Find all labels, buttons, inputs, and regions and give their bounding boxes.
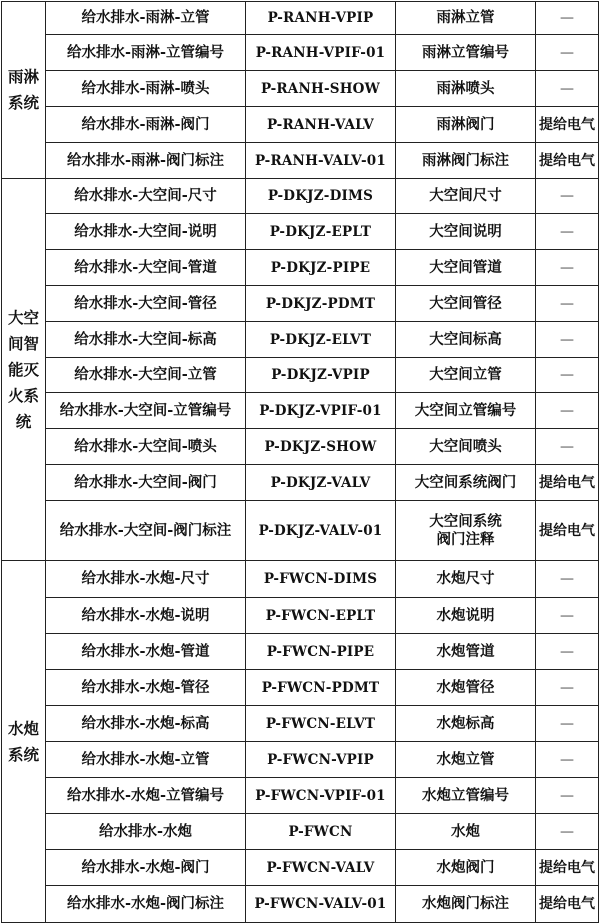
layer-note-cell: [536, 742, 599, 778]
layer-note-text: 提给电气: [539, 859, 595, 876]
layer-name-text: 水炮: [451, 822, 480, 840]
layer-table: [1, 1, 599, 923]
table-row: [2, 634, 599, 670]
layer-code-text: P-DKJZ-VPIP: [271, 367, 370, 383]
layer-code-cell: [246, 250, 396, 286]
layer-code-cell: [246, 35, 396, 71]
layer-name-cell: [396, 214, 536, 250]
layer-code-cell: [246, 670, 396, 706]
layer-name-text: 水炮立管编号: [422, 786, 509, 804]
layer-name-text: 水炮标高: [436, 714, 495, 732]
layer-code-cell: [246, 107, 396, 143]
layer-description-cell: [46, 107, 246, 143]
table-row: [2, 71, 599, 107]
table-row: [2, 429, 599, 465]
layer-code-text: P-FWCN: [288, 823, 353, 840]
layer-note-text: —: [560, 331, 574, 348]
layer-name-cell: [396, 742, 536, 778]
layer-code-cell: [246, 214, 396, 250]
table-row: [2, 501, 599, 561]
layer-description-text: 给水排水-水炮-标高: [81, 714, 210, 732]
layer-name-cell: [396, 2, 536, 35]
layer-name-cell: [396, 429, 536, 465]
table-row: [2, 465, 599, 501]
layer-description-cell: [46, 561, 246, 598]
layer-name-cell: [396, 778, 536, 814]
layer-code-text: P-DKJZ-VALV-01: [258, 522, 383, 539]
layer-code-text: P-FWCN-DIMS: [263, 571, 378, 587]
layer-note-text: —: [560, 188, 574, 204]
layer-code-text: P-RANH-VALV-01: [255, 152, 386, 169]
layer-note-text: —: [560, 607, 574, 624]
layer-name-cell: [396, 179, 536, 214]
layer-name-cell: [396, 107, 536, 143]
layer-name-cell: [396, 501, 536, 561]
layer-note-cell: [536, 71, 599, 107]
layer-note-text: —: [560, 751, 574, 768]
layer-note-text: —: [560, 438, 574, 455]
layer-description-text: 给水排水-水炮-尺寸: [81, 570, 210, 587]
layer-name-cell: [396, 393, 536, 429]
layer-description-cell: [46, 465, 246, 501]
layer-name-text: 大空间立管: [429, 366, 502, 383]
layer-name-text: 大空间系统 阀门注释: [429, 512, 502, 548]
table-row: [2, 393, 599, 429]
layer-note-text: 提给电气: [539, 152, 595, 169]
layer-note-text: 提给电气: [539, 896, 595, 912]
layer-description-cell: [46, 634, 246, 670]
layer-name-text: 水炮管道: [436, 642, 495, 660]
layer-description-text: 给水排水-水炮: [98, 822, 193, 840]
layer-name-text: 水炮管径: [436, 678, 495, 696]
layer-note-cell: [536, 322, 599, 358]
layer-code-cell: [246, 706, 396, 742]
table-row: [2, 850, 599, 886]
layer-note-cell: [536, 107, 599, 143]
layer-description-cell: [46, 2, 246, 35]
layer-note-text: 提给电气: [539, 116, 595, 133]
layer-name-text: 大空间系统阀门: [414, 473, 517, 491]
layer-description-text: 给水排水-水炮-立管编号: [66, 786, 225, 804]
layer-code-text: P-DKJZ-PDMT: [265, 295, 376, 312]
layer-name-text: 大空间喷头: [429, 437, 502, 455]
layer-code-text: P-DKJZ-SHOW: [264, 438, 377, 455]
table-row: [2, 214, 599, 250]
layer-code-text: P-DKJZ-PIPE: [270, 259, 371, 276]
layer-description-cell: [46, 742, 246, 778]
layer-note-text: —: [560, 402, 574, 419]
layer-code-cell: [246, 850, 396, 886]
layer-note-cell: [536, 670, 599, 706]
layer-description-text: 给水排水-雨淋-立管: [81, 9, 210, 26]
layer-description-cell: [46, 35, 246, 71]
layer-name-cell: [396, 634, 536, 670]
table-row: [2, 358, 599, 393]
layer-description-text: 给水排水-大空间-尺寸: [74, 187, 217, 204]
layer-name-cell: [396, 358, 536, 393]
table-row: [2, 2, 599, 35]
layer-description-cell: [46, 286, 246, 322]
table-row: [2, 706, 599, 742]
layer-description-text: 给水排水-雨淋-阀门标注: [66, 151, 225, 169]
layer-description-cell: [46, 250, 246, 286]
layer-code-cell: [246, 778, 396, 814]
layer-note-cell: [536, 429, 599, 465]
table-row: [2, 35, 599, 71]
layer-name-text: 雨淋立管编号: [422, 43, 509, 61]
layer-name-cell: [396, 143, 536, 179]
layer-code-cell: [246, 501, 396, 561]
layer-description-text: 给水排水-水炮-管径: [81, 678, 210, 696]
layer-description-text: 给水排水-大空间-说明: [74, 222, 217, 240]
layer-code-cell: [246, 322, 396, 358]
layer-description-cell: [46, 501, 246, 561]
table-row: [2, 143, 599, 179]
system-group-label: 水炮 系统: [7, 718, 39, 764]
layer-note-text: —: [560, 787, 574, 804]
layer-description-text: 给水排水-水炮-阀门: [81, 858, 210, 876]
table-row: [2, 742, 599, 778]
layer-code-cell: [246, 71, 396, 107]
layer-note-cell: [536, 143, 599, 179]
layer-code-text: P-DKJZ-ELVT: [269, 331, 372, 348]
layer-description-cell: [46, 886, 246, 923]
layer-name-text: 水炮阀门: [436, 858, 495, 876]
layer-name-cell: [396, 322, 536, 358]
layer-description-text: 给水排水-雨淋-立管编号: [66, 43, 225, 61]
layer-description-text: 给水排水-水炮-阀门标注: [66, 895, 225, 912]
layer-code-text: P-RANH-SHOW: [260, 80, 381, 97]
layer-note-cell: [536, 778, 599, 814]
layer-description-cell: [46, 179, 246, 214]
layer-description-text: 给水排水-大空间-管径: [74, 294, 217, 312]
layer-description-text: 给水排水-大空间-立管: [74, 366, 217, 383]
layer-note-text: —: [560, 367, 574, 383]
layer-description-cell: [46, 358, 246, 393]
system-group-label: 大空 间智 能灭 火系 统: [7, 307, 39, 431]
table-row: [2, 561, 599, 598]
layer-description-cell: [46, 778, 246, 814]
layer-code-cell: [246, 143, 396, 179]
table-row: [2, 670, 599, 706]
layer-note-cell: [536, 561, 599, 598]
layer-code-text: P-DKJZ-DIMS: [267, 188, 374, 204]
layer-name-cell: [396, 814, 536, 850]
layer-name-text: 大空间说明: [429, 222, 502, 240]
layer-note-text: 提给电气: [539, 522, 595, 539]
layer-note-cell: [536, 358, 599, 393]
layer-note-cell: [536, 393, 599, 429]
table-row: [2, 179, 599, 214]
layer-note-cell: [536, 501, 599, 561]
layer-name-text: 雨淋阀门: [436, 115, 495, 133]
table-row: [2, 286, 599, 322]
layer-note-cell: [536, 598, 599, 634]
layer-code-text: P-DKJZ-EPLT: [269, 223, 372, 240]
layer-code-cell: [246, 634, 396, 670]
layer-code-cell: [246, 465, 396, 501]
layer-description-cell: [46, 143, 246, 179]
layer-note-cell: [536, 850, 599, 886]
layer-note-text: —: [560, 295, 574, 312]
layer-note-cell: [536, 214, 599, 250]
layer-name-text: 雨淋立管: [436, 9, 495, 26]
layer-description-cell: [46, 322, 246, 358]
layer-note-text: —: [560, 643, 574, 660]
layer-name-text: 大空间尺寸: [429, 187, 502, 204]
layer-description-cell: [46, 214, 246, 250]
layer-code-text: P-RANH-VPIP: [267, 10, 374, 26]
layer-note-cell: [536, 179, 599, 214]
layer-code-text: P-FWCN-VPIF-01: [255, 787, 386, 804]
layer-name-cell: [396, 35, 536, 71]
layer-code-cell: [246, 598, 396, 634]
layer-code-cell: [246, 179, 396, 214]
system-group-cell: [2, 2, 46, 179]
layer-description-text: 给水排水-大空间-管道: [74, 258, 217, 276]
layer-code-text: P-FWCN-ELVT: [265, 715, 376, 732]
layer-name-text: 大空间管径: [429, 294, 502, 312]
layer-description-cell: [46, 598, 246, 634]
layer-note-cell: [536, 35, 599, 71]
layer-note-text: —: [560, 44, 574, 61]
layer-code-cell: [246, 358, 396, 393]
layer-note-text: —: [560, 80, 574, 97]
table-row: [2, 598, 599, 634]
layer-code-cell: [246, 886, 396, 923]
layer-table-body: [2, 2, 599, 923]
layer-code-cell: [246, 429, 396, 465]
layer-name-text: 大空间标高: [429, 330, 502, 348]
layer-code-cell: [246, 286, 396, 322]
system-group-cell: [2, 561, 46, 923]
layer-code-cell: [246, 393, 396, 429]
layer-note-cell: [536, 2, 599, 35]
layer-note-text: —: [560, 715, 574, 732]
layer-note-cell: [536, 465, 599, 501]
layer-name-text: 雨淋阀门标注: [422, 151, 509, 169]
layer-note-text: —: [560, 259, 574, 276]
layer-description-cell: [46, 850, 246, 886]
layer-code-text: P-DKJZ-VPIF-01: [259, 402, 382, 419]
layer-description-text: 给水排水-大空间-阀门标注: [59, 521, 232, 539]
layer-note-cell: [536, 634, 599, 670]
layer-note-text: —: [560, 223, 574, 240]
layer-code-text: P-RANH-VALV: [267, 116, 374, 133]
layer-name-text: 大空间管道: [429, 258, 502, 276]
layer-description-text: 给水排水-大空间-阀门: [74, 473, 217, 491]
layer-name-text: 水炮尺寸: [436, 570, 495, 587]
layer-description-text: 给水排水-雨淋-喷头: [81, 79, 210, 97]
layer-note-cell: [536, 706, 599, 742]
layer-code-text: P-FWCN-EPLT: [265, 607, 376, 624]
layer-code-cell: [246, 742, 396, 778]
table-row: [2, 322, 599, 358]
layer-code-text: P-FWCN-VPIP: [267, 751, 374, 768]
layer-name-text: 雨淋喷头: [436, 79, 495, 97]
system-group-cell: [2, 179, 46, 561]
layer-code-text: P-FWCN-VALV-01: [254, 896, 387, 912]
layer-note-cell: [536, 250, 599, 286]
layer-description-text: 给水排水-雨淋-阀门: [81, 115, 210, 133]
table-row: [2, 814, 599, 850]
layer-code-text: P-FWCN-VALV: [266, 859, 375, 876]
layer-name-cell: [396, 598, 536, 634]
layer-name-cell: [396, 286, 536, 322]
layer-description-text: 给水排水-水炮-立管: [81, 750, 210, 768]
layer-name-text: 水炮立管: [436, 750, 495, 768]
layer-description-cell: [46, 814, 246, 850]
layer-note-text: —: [560, 679, 574, 696]
layer-name-cell: [396, 465, 536, 501]
layer-name-cell: [396, 561, 536, 598]
layer-note-text: 提给电气: [539, 474, 595, 491]
layer-name-text: 水炮说明: [436, 606, 495, 624]
layer-name-cell: [396, 250, 536, 286]
layer-code-cell: [246, 2, 396, 35]
layer-code-cell: [246, 561, 396, 598]
layer-description-cell: [46, 71, 246, 107]
layer-code-cell: [246, 814, 396, 850]
layer-note-cell: [536, 886, 599, 923]
table-row: [2, 778, 599, 814]
table-row: [2, 107, 599, 143]
layer-note-text: —: [560, 571, 574, 587]
layer-note-cell: [536, 286, 599, 322]
layer-description-text: 给水排水-水炮-说明: [81, 606, 210, 624]
layer-code-text: P-FWCN-PDMT: [261, 679, 380, 696]
layer-note-text: —: [560, 10, 574, 26]
layer-name-text: 大空间立管编号: [414, 401, 517, 419]
layer-code-text: P-RANH-VPIF-01: [255, 44, 386, 61]
table-row: [2, 886, 599, 923]
layer-note-cell: [536, 814, 599, 850]
layer-name-text: 水炮阀门标注: [422, 895, 509, 912]
table-row: [2, 250, 599, 286]
layer-code-text: P-FWCN-PIPE: [266, 643, 375, 660]
layer-name-cell: [396, 850, 536, 886]
layer-description-cell: [46, 706, 246, 742]
layer-description-text: 给水排水-大空间-立管编号: [59, 401, 232, 419]
layer-code-text: P-DKJZ-VALV: [270, 474, 371, 491]
layer-name-cell: [396, 71, 536, 107]
layer-name-cell: [396, 886, 536, 923]
layer-name-cell: [396, 706, 536, 742]
layer-description-cell: [46, 429, 246, 465]
layer-description-cell: [46, 393, 246, 429]
layer-description-text: 给水排水-水炮-管道: [81, 642, 210, 660]
layer-name-cell: [396, 670, 536, 706]
layer-description-cell: [46, 670, 246, 706]
layer-description-text: 给水排水-大空间-喷头: [74, 437, 217, 455]
system-group-label: 雨淋 系统: [7, 67, 39, 112]
layer-description-text: 给水排水-大空间-标高: [74, 330, 217, 348]
layer-note-text: —: [560, 823, 574, 840]
